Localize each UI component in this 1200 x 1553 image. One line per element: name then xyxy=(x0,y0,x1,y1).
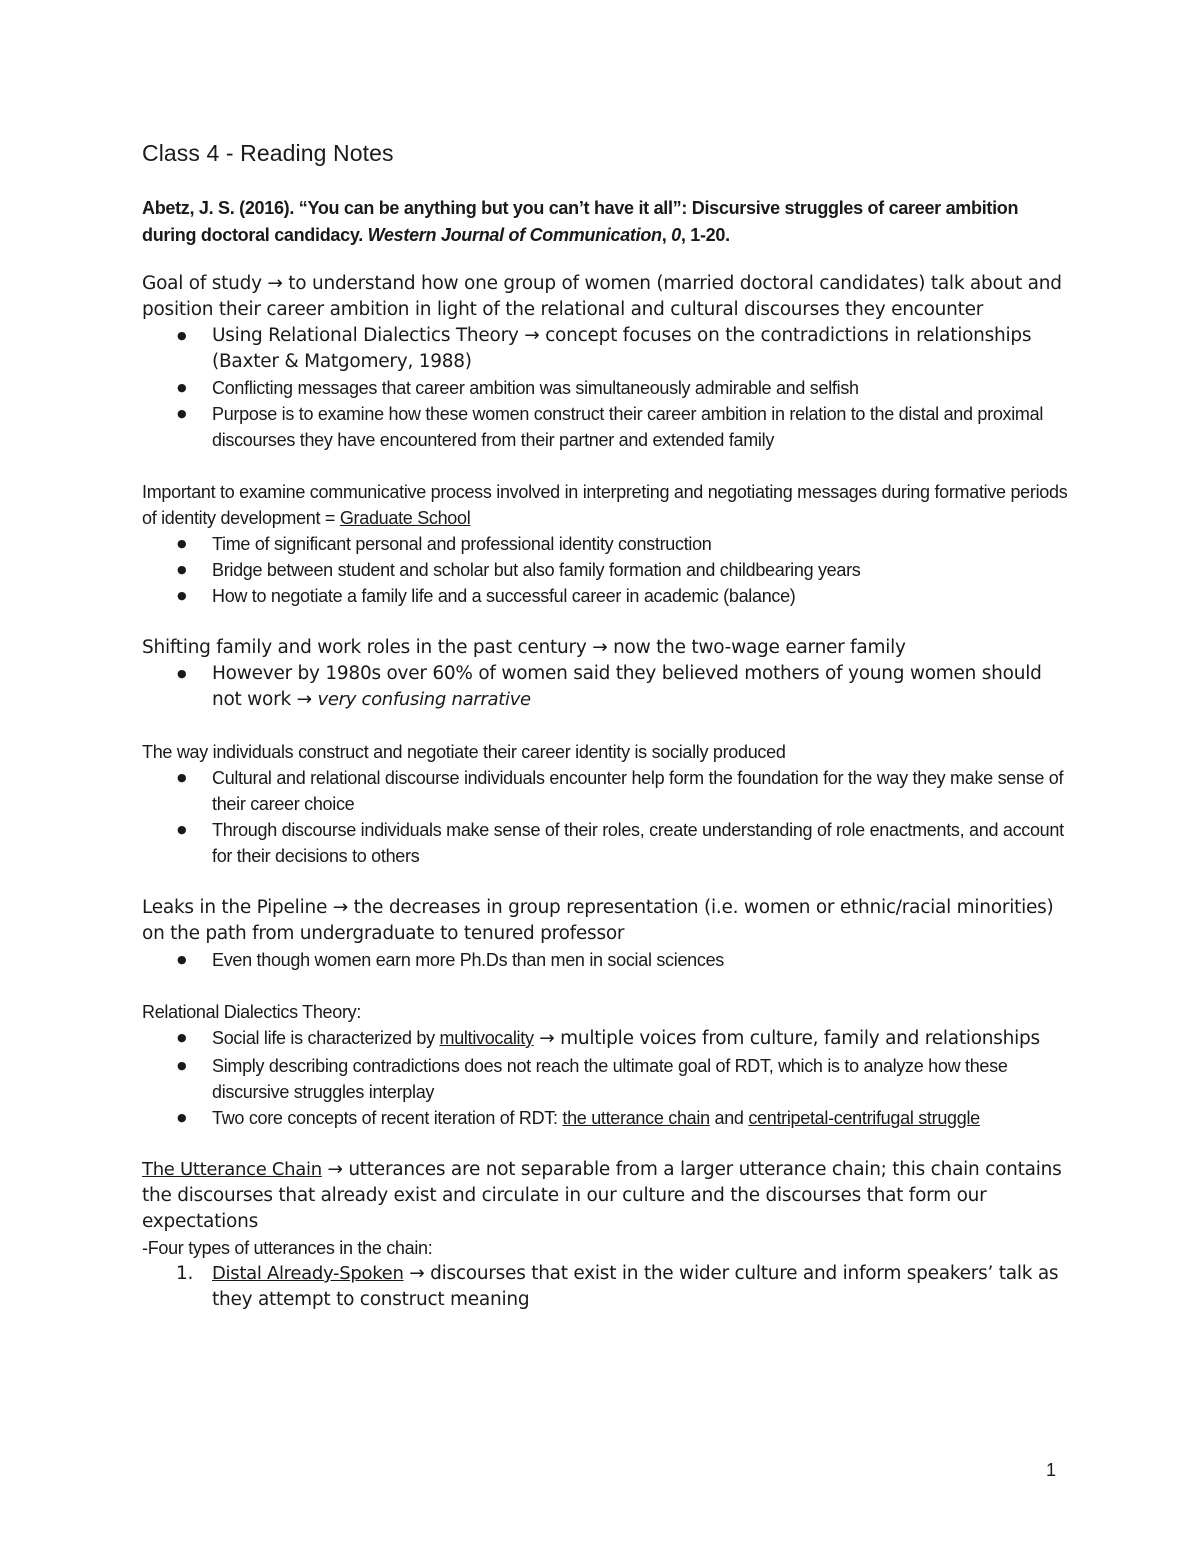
citation-pages: , 1-20. xyxy=(680,225,730,245)
rdt-b1-post: → multiple voices from culture, family and relationships xyxy=(533,1028,1040,1049)
distal-already-spoken-link: Distal Already-Spoken xyxy=(212,1263,404,1284)
list-item xyxy=(176,1261,1072,1313)
shifting-bullet-italic: very confusing narrative xyxy=(317,689,531,710)
list-item xyxy=(212,1105,1072,1131)
citation-volume: 0 xyxy=(671,225,681,245)
list-item: ● Purpose is to examine how these women construct their career ambition in relation to the distal and proximal discourses they have encountered from their partner and extended family xyxy=(212,401,1072,453)
leaks-paragraph: Leaks in the Pipeline → the decreases in group representation (i.e. women or ethnic/racial minorities) on the path from undergraduate to tenured professor xyxy=(142,897,1054,944)
list-item: ● Using Relational Dialectics Theory → concept focuses on the contradictions in relationships (Baxter & Matgomery, 1988) xyxy=(212,323,1072,375)
multivocality-link: multivocality xyxy=(439,1028,534,1048)
list-item xyxy=(212,661,1072,713)
goal-paragraph: Goal of study → to understand how one group of women (married doctoral candidates) talk about and position their career ambition in light of the relational and cultural discourses they encounter xyxy=(142,273,1062,320)
list-item: ● Conflicting messages that career ambition was simultaneously admirable and selfish xyxy=(212,375,1072,401)
citation xyxy=(142,195,1072,249)
shifting-paragraph: Shifting family and work roles in the past century → now the two-wage earner family xyxy=(142,637,906,658)
list-item: ● Simply describing contradictions does not reach the ultimate goal of RDT, which is to analyze how these discursive struggles interplay xyxy=(212,1053,1072,1105)
way-list xyxy=(142,765,1072,869)
citation-text: Abetz, J. S. (2016). “You can be anything but you can’t have it all”: Discursive struggles of career ambition during doctoral candidacy. xyxy=(142,198,1019,245)
list-item: ● How to negotiate a family life and a successful career in academic (balance) xyxy=(212,583,1072,609)
list-item: ● Through discourse individuals make sense of their roles, create understanding of role enactments, and account for their decisions to others xyxy=(212,817,1072,869)
document-page xyxy=(142,140,1072,1313)
important-list xyxy=(142,531,1072,609)
utterance-text: → utterances are not separable from a larger utterance chain; this chain contains the discourses that already exist and circulate in our culture and the discourses that form our expectations xyxy=(142,1159,1062,1232)
list-item: ● Cultural and relational discourse individuals encounter help form the foundation for the way they make sense of their career choice xyxy=(212,765,1072,817)
page-title: Class 4 - Reading Notes xyxy=(142,140,394,166)
citation-sep: , xyxy=(661,225,672,245)
list-item xyxy=(212,1025,1072,1053)
shifting-bullet-text: However by 1980s over 60% of women said they believed mothers of young women should not work → xyxy=(212,663,1042,710)
shifting-list xyxy=(142,661,1072,713)
utterance-types-list xyxy=(142,1261,1072,1313)
four-types: -Four types of utterances in the chain: xyxy=(142,1238,433,1258)
list-item: ● Even though women earn more Ph.Ds than men in social sciences xyxy=(212,947,1072,973)
important-text: Important to examine communicative process involved in interpreting and negotiating messages during formative periods of identity development = xyxy=(142,482,1068,528)
rdt-b1-pre: Social life is characterized by xyxy=(212,1028,440,1048)
item-number: 1. xyxy=(176,1263,194,1284)
goal-list xyxy=(142,323,1072,453)
list-item: ● Time of significant personal and professional identity construction xyxy=(212,531,1072,557)
utterance-chain-link: the utterance chain xyxy=(562,1108,710,1128)
graduate-school-link: Graduate School xyxy=(339,508,471,528)
centripetal-link: centripetal-centrifugal struggle xyxy=(748,1108,980,1128)
utterance-chain-heading-link: The Utterance Chain xyxy=(142,1159,322,1180)
item-text: → discourses that exist in the wider culture and inform speakers’ talk as they attempt to construct meaning xyxy=(212,1263,1059,1310)
rdt-b3-mid: and xyxy=(709,1108,749,1128)
leaks-list xyxy=(142,947,1072,973)
rdt-heading: Relational Dialectics Theory: xyxy=(142,1002,362,1022)
important-paragraph xyxy=(142,479,1072,531)
citation-journal: Western Journal of Communication xyxy=(367,225,662,245)
rdt-b3-pre: Two core concepts of recent iteration of RDT: xyxy=(212,1108,563,1128)
list-item: ● Bridge between student and scholar but also family formation and childbearing years xyxy=(212,557,1072,583)
page-number: 1 xyxy=(1046,1460,1057,1480)
way-paragraph: The way individuals construct and negotiate their career identity is socially produced xyxy=(142,742,786,762)
utterance-paragraph xyxy=(142,1157,1072,1235)
rdt-list xyxy=(142,1025,1072,1131)
